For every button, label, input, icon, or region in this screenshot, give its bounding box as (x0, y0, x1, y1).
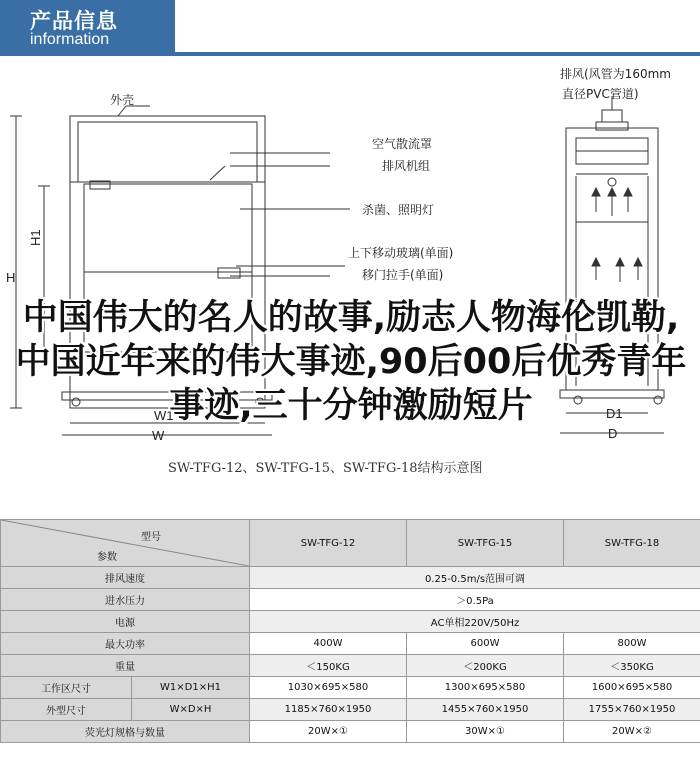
row-value: 1455×760×1950 (407, 699, 564, 721)
header-tab (0, 0, 175, 56)
table-row (1, 589, 700, 611)
label-duct-1: 排风(风管为160mm (560, 67, 671, 81)
row-value: 30W×① (407, 721, 564, 743)
row-value: 1755×760×1950 (564, 699, 700, 721)
label-fan: 排风机组 (382, 159, 431, 173)
label-shell: 外壳 (110, 93, 135, 107)
row-value: 1600×695×580 (564, 677, 700, 699)
row-label: 工作区尺寸 (1, 677, 132, 699)
row-value: 1030×695×580 (250, 677, 407, 699)
row-label: 排风速度 (1, 567, 250, 589)
header-model-label: 型号 (141, 532, 161, 543)
label-glass: 上下移动玻璃(单面) (348, 246, 454, 260)
label-handle: 移门拉手(单面) (362, 268, 444, 282)
table-header-row (1, 520, 700, 567)
row-value: AC单相220V/50Hz (250, 611, 700, 633)
drawing-caption: SW-TFG-12、SW-TFG-15、SW-TFG-18结构示意图 (168, 461, 483, 476)
row-value: 20W×② (564, 721, 700, 743)
row-value: 600W (407, 633, 564, 655)
row-value: 400W (250, 633, 407, 655)
front-top-panel (78, 122, 257, 182)
header-title-cn: 产品信息 (30, 9, 118, 33)
row-value: 800W (564, 633, 700, 655)
header-param-label: 参数 (97, 552, 117, 563)
table-row (1, 611, 700, 633)
row-value: ＜150KG (250, 655, 407, 677)
overlay-headline: 中国伟大的名人的故事,励志人物海伦凯勒,中国近年来的伟大事迹,90后00后优秀青年事迹,三十分钟激励短片 (15, 298, 687, 426)
dim-d: D (608, 426, 618, 441)
row-label: 重量 (1, 655, 250, 677)
table-row (1, 699, 700, 721)
model-header-cell: SW-TFG-15 (407, 520, 564, 567)
dim-w1: W1 (154, 408, 174, 423)
dim-d1: D1 (606, 406, 623, 421)
label-uv-light: 杀菌、照明灯 (362, 203, 435, 217)
dim-w: W (152, 428, 165, 443)
row-label: 电源 (1, 611, 250, 633)
table-row (1, 633, 700, 655)
row-value: ＜200KG (407, 655, 564, 677)
table-row (1, 677, 700, 699)
table-row (1, 655, 700, 677)
row-value: 1185×760×1950 (250, 699, 407, 721)
row-value: 20W×① (250, 721, 407, 743)
row-label: 进水压力 (1, 589, 250, 611)
row-sublabel: W×D×H (132, 699, 250, 721)
dim-h1: H1 (28, 229, 43, 246)
table-row (1, 721, 700, 743)
label-air-hood: 空气散流罩 (372, 137, 433, 151)
header-title-en: information (30, 31, 110, 48)
row-sublabel: W1×D1×H1 (132, 677, 250, 699)
model-header-cell: SW-TFG-18 (564, 520, 700, 567)
row-value: 0.25-0.5m/s范围可调 (250, 567, 700, 589)
row-value: 1300×695×580 (407, 677, 564, 699)
row-label: 最大功率 (1, 633, 250, 655)
row-label: 荧光灯规格与数量 (1, 721, 250, 743)
structure-drawing (0, 56, 700, 516)
model-header-cell: SW-TFG-12 (250, 520, 407, 567)
page-header (0, 0, 700, 56)
dim-h: H (6, 270, 16, 285)
spec-table (0, 519, 700, 743)
table-row (1, 567, 700, 589)
label-duct-2: 直径PVC管道) (562, 87, 639, 101)
row-value: ＞0.5Pa (250, 589, 700, 611)
row-label: 外型尺寸 (1, 699, 132, 721)
row-value: ＜350KG (564, 655, 700, 677)
header-model-param (1, 520, 250, 567)
